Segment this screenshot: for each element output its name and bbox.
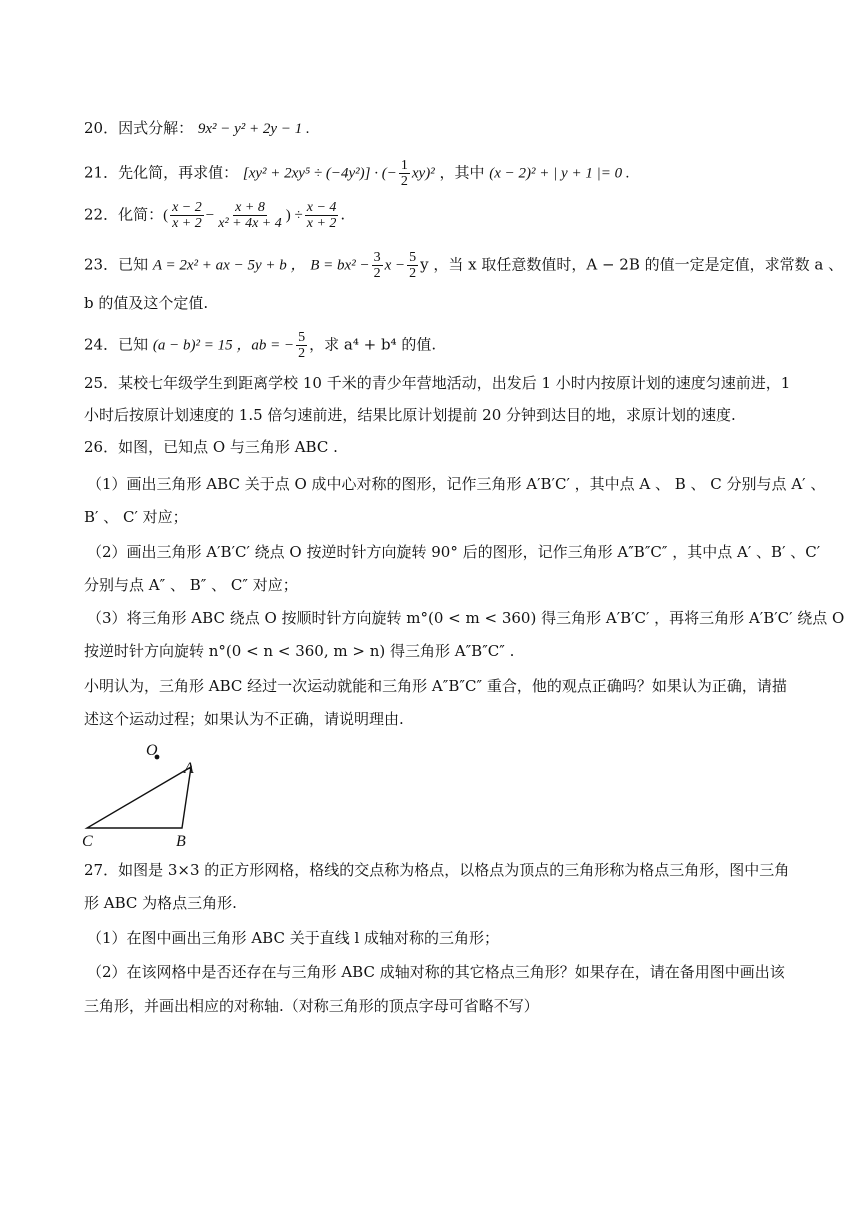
question-25-line-1: 25．某校七年级学生到距离学校 10 千米的青少年营地活动，出发后 1 小时内按原计划的速度匀速前进，1 bbox=[84, 374, 791, 392]
q22-f1-denominator: x + 2 bbox=[172, 216, 202, 231]
q21-fraction bbox=[399, 158, 410, 189]
question-26-part3-line2: 按逆时针方向旋转 n°(0 < n < 360, m > n) 得三角形 A″B″C″ . bbox=[84, 642, 515, 660]
question-26-part1-line2: B′ 、 C′ 对应； bbox=[84, 508, 188, 526]
question-26-part3-line1: （3）将三角形 ABC 绕点 O 按顺时针方向旋转 m°(0 < m < 360) 得三角形 A′B′C′ ，再将三角形 A′B′C′ 绕点 O bbox=[87, 609, 845, 627]
triangle-abc bbox=[87, 767, 191, 828]
q24-fraction bbox=[296, 330, 307, 361]
q23-fraction-a bbox=[372, 250, 383, 281]
q21-condition: (x − 2)² + | y + 1 |= 0 . bbox=[489, 165, 630, 182]
question-27-part2-line1: （2）在该网格中是否还存在与三角形 ABC 成轴对称的其它格点三角形？如果存在，请在备用图中画出该 bbox=[87, 963, 785, 981]
q22-end: . bbox=[340, 205, 346, 224]
label-b: B bbox=[176, 833, 186, 850]
q24-label: 24．已知 bbox=[84, 335, 149, 354]
question-27-line2: 形 ABC 为格点三角形. bbox=[84, 894, 237, 912]
q23-tail: y ，当 x 取任意数值时，A − 2B 的值一定是定值，求常数 a 、 bbox=[420, 255, 844, 274]
question-23-line-1 bbox=[84, 250, 843, 281]
q24-f-denominator: 2 bbox=[298, 346, 306, 361]
q22-f3-denominator: x + 2 bbox=[306, 216, 337, 231]
q22-fraction-1 bbox=[170, 200, 204, 231]
q20-expression: 9x² − y² + 2y − 1 . bbox=[197, 121, 310, 137]
q23-exp-b: B = bx² − bbox=[310, 257, 370, 274]
q23-label: 23．已知 bbox=[84, 255, 149, 274]
q22-fraction-2 bbox=[216, 200, 284, 231]
q23-fb-denominator: 2 bbox=[409, 266, 417, 281]
q21-fraction-denominator: 2 bbox=[400, 174, 408, 189]
question-25-line-2: 小时后按原计划速度的 1.5 倍匀速前进，结果比原计划提前 20 分钟到达目的地，求原计划的速度. bbox=[84, 406, 736, 424]
q21-expression-part2: xy)² bbox=[411, 165, 435, 182]
question-22: 22．化简：( $\frac{x - 2}{x + 2}$ − $\frac{x + 8}{\text{x² + 4x + 4}}$ ) ÷ $\frac{x - 4}{x + 2}$ . bbox=[84, 200, 346, 231]
triangle-figure bbox=[70, 735, 230, 853]
q21-expression-part1: [xy² + 2xy⁵ ÷ (−4y²)] · (− bbox=[242, 165, 397, 182]
q22-f2-denominator: x² + 4x + 4 bbox=[218, 216, 282, 231]
q23-fa-numerator: 3 bbox=[373, 250, 381, 265]
question-26-intro: 26．如图，已知点 O 与三角形 ABC . bbox=[84, 438, 338, 456]
question-27-part1: （1）在图中画出三角形 ABC 关于直线 l 成轴对称的三角形； bbox=[87, 929, 500, 947]
question-27-line1: 27．如图是 3×3 的正方形网格，格线的交点称为格点，以格点为顶点的三角形称为格点三角形，图中三角 bbox=[84, 861, 790, 879]
q24-f-numerator: 5 bbox=[298, 330, 306, 345]
q24-tail: ，求 a⁴ + b⁴ 的值. bbox=[309, 335, 437, 354]
q23-fb-numerator: 5 bbox=[409, 250, 417, 265]
q20-label: 20．因式分解： bbox=[84, 119, 194, 137]
question-23-line-2: b 的值及这个定值. bbox=[84, 294, 209, 312]
q22-f3-numerator: x − 4 bbox=[306, 200, 337, 215]
label-o: O bbox=[146, 742, 158, 759]
q24-expression: (a − b)² = 15 ，ab = − bbox=[152, 337, 295, 354]
question-24 bbox=[84, 330, 436, 361]
question-26-question-line2: 述这个运动过程；如果认为不正确，请说明理由. bbox=[84, 710, 404, 728]
q23-fa-denominator: 2 bbox=[373, 266, 381, 281]
question-26-part1-line1: （1）画出三角形 ABC 关于点 O 成中心对称的图形，记作三角形 A′B′C′ ，其中点 A 、 B 、 C 分别与点 A′ 、 bbox=[87, 475, 826, 493]
q22-label: 22．化简： bbox=[84, 205, 164, 224]
question-27-part2-line2: 三角形，并画出相应的对称轴.（对称三角形的顶点字母可省略不写） bbox=[84, 997, 539, 1015]
question-26-part2-line2: 分别与点 A″ 、 B″ 、 C″ 对应； bbox=[84, 576, 298, 594]
q21-label: 21．先化简，再求值： bbox=[84, 163, 239, 182]
question-20 bbox=[84, 117, 310, 140]
q23-fraction-b bbox=[407, 250, 418, 281]
q22-fraction-3 bbox=[305, 200, 339, 231]
q23-mid: x − bbox=[384, 257, 406, 274]
question-21 bbox=[84, 158, 630, 189]
q22-minus: − bbox=[205, 207, 215, 224]
label-a: A bbox=[184, 760, 194, 777]
q23-exp-a: A = 2x² + ax − 5y + b ， bbox=[152, 257, 306, 274]
q21-mid: ，其中 bbox=[439, 163, 485, 182]
label-c: C bbox=[82, 833, 93, 850]
q21-fraction-numerator: 1 bbox=[400, 158, 408, 173]
q22-f2-numerator: x + 8 bbox=[235, 200, 265, 215]
q22-divide: ) ÷ bbox=[285, 207, 303, 224]
question-26-part2-line1: （2）画出三角形 A′B′C′ 绕点 O 按逆时针方向旋转 90° 后的图形，记作三角形 A″B″C″ ，其中点 A′ 、B′ 、C′ bbox=[87, 543, 821, 561]
q22-f1-numerator: x − 2 bbox=[172, 200, 202, 215]
question-26-question-line1: 小明认为，三角形 ABC 经过一次运动就能和三角形 A″B″C″ 重合，他的观点正确吗？如果认为正确，请描 bbox=[84, 677, 787, 695]
